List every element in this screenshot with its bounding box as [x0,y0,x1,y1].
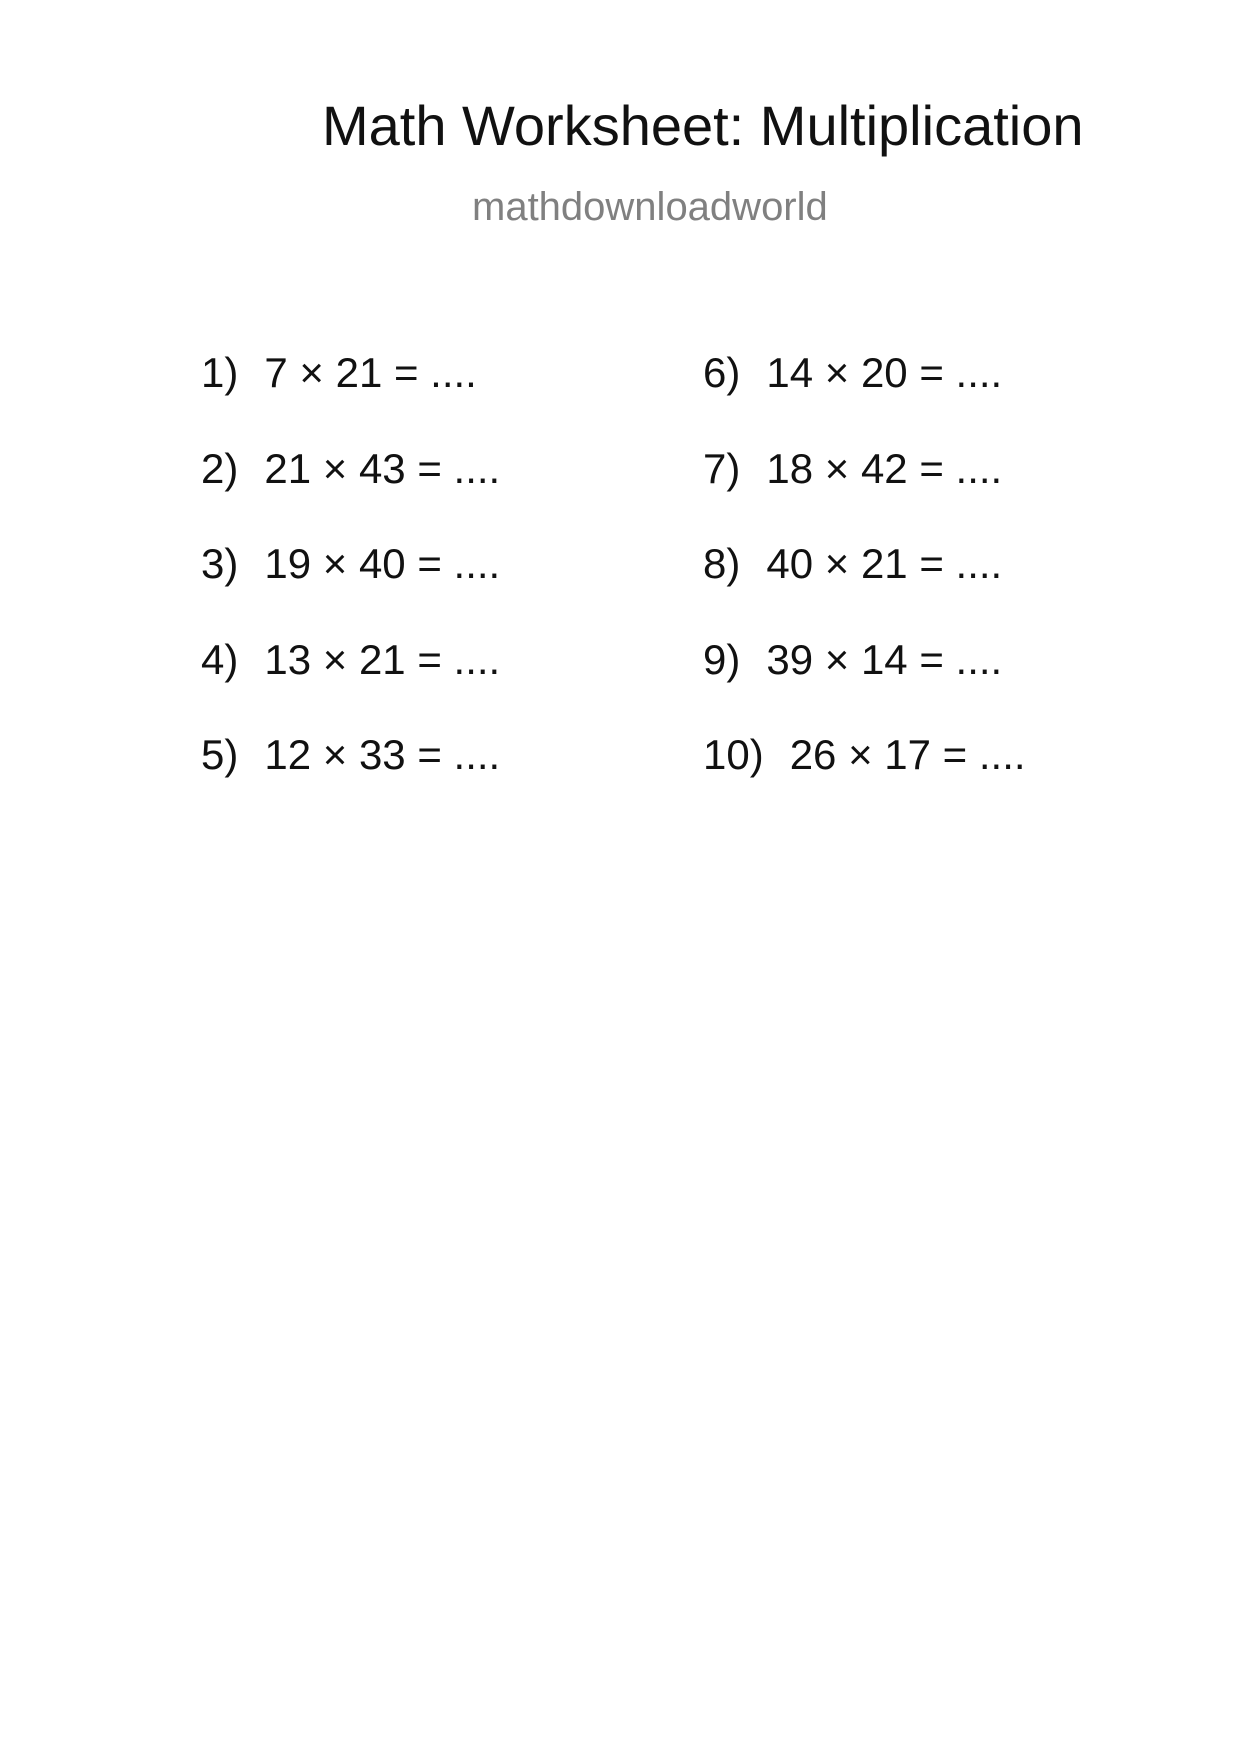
problem-number: 7) [703,444,741,492]
problem-expression: 21 × 43 = .... [264,444,501,492]
problem-item [201,635,501,735]
problem-number: 4) [201,635,239,683]
problem-expression: 39 × 14 = .... [766,635,1003,683]
problem-item [201,444,501,544]
problem-item [201,349,500,448]
problem-item [703,540,1026,639]
problem-item [703,349,1026,448]
problem-expression: 14 × 20 = .... [766,349,1003,396]
problem-number: 9) [703,635,741,683]
problem-expression: 7 × 21 = .... [264,349,477,396]
problems-column-right [703,349,1026,830]
page-subtitle: mathdownloadworld [472,185,828,229]
page-title: Math Worksheet: Multiplication [322,94,1084,157]
problem-number: 3) [201,540,239,587]
problem-expression: 40 × 21 = .... [766,540,1003,587]
problem-number: 5) [201,731,239,778]
problem-item [201,731,501,830]
problems-column-left [201,349,501,830]
problem-number: 8) [703,540,741,587]
problem-expression: 26 × 17 = .... [789,731,1026,778]
problem-number: 1) [201,349,239,396]
problem-item [703,731,1026,830]
problem-expression: 12 × 33 = .... [264,731,501,778]
problem-expression: 19 × 40 = .... [264,540,501,587]
problem-number: 10) [703,731,764,778]
problem-expression: 13 × 21 = .... [264,635,501,683]
problem-number: 2) [201,444,239,492]
problem-item [703,635,1026,735]
problem-item [201,540,501,639]
problem-expression: 18 × 42 = .... [766,444,1003,492]
problem-number: 6) [703,349,741,396]
problem-item [703,444,1026,544]
